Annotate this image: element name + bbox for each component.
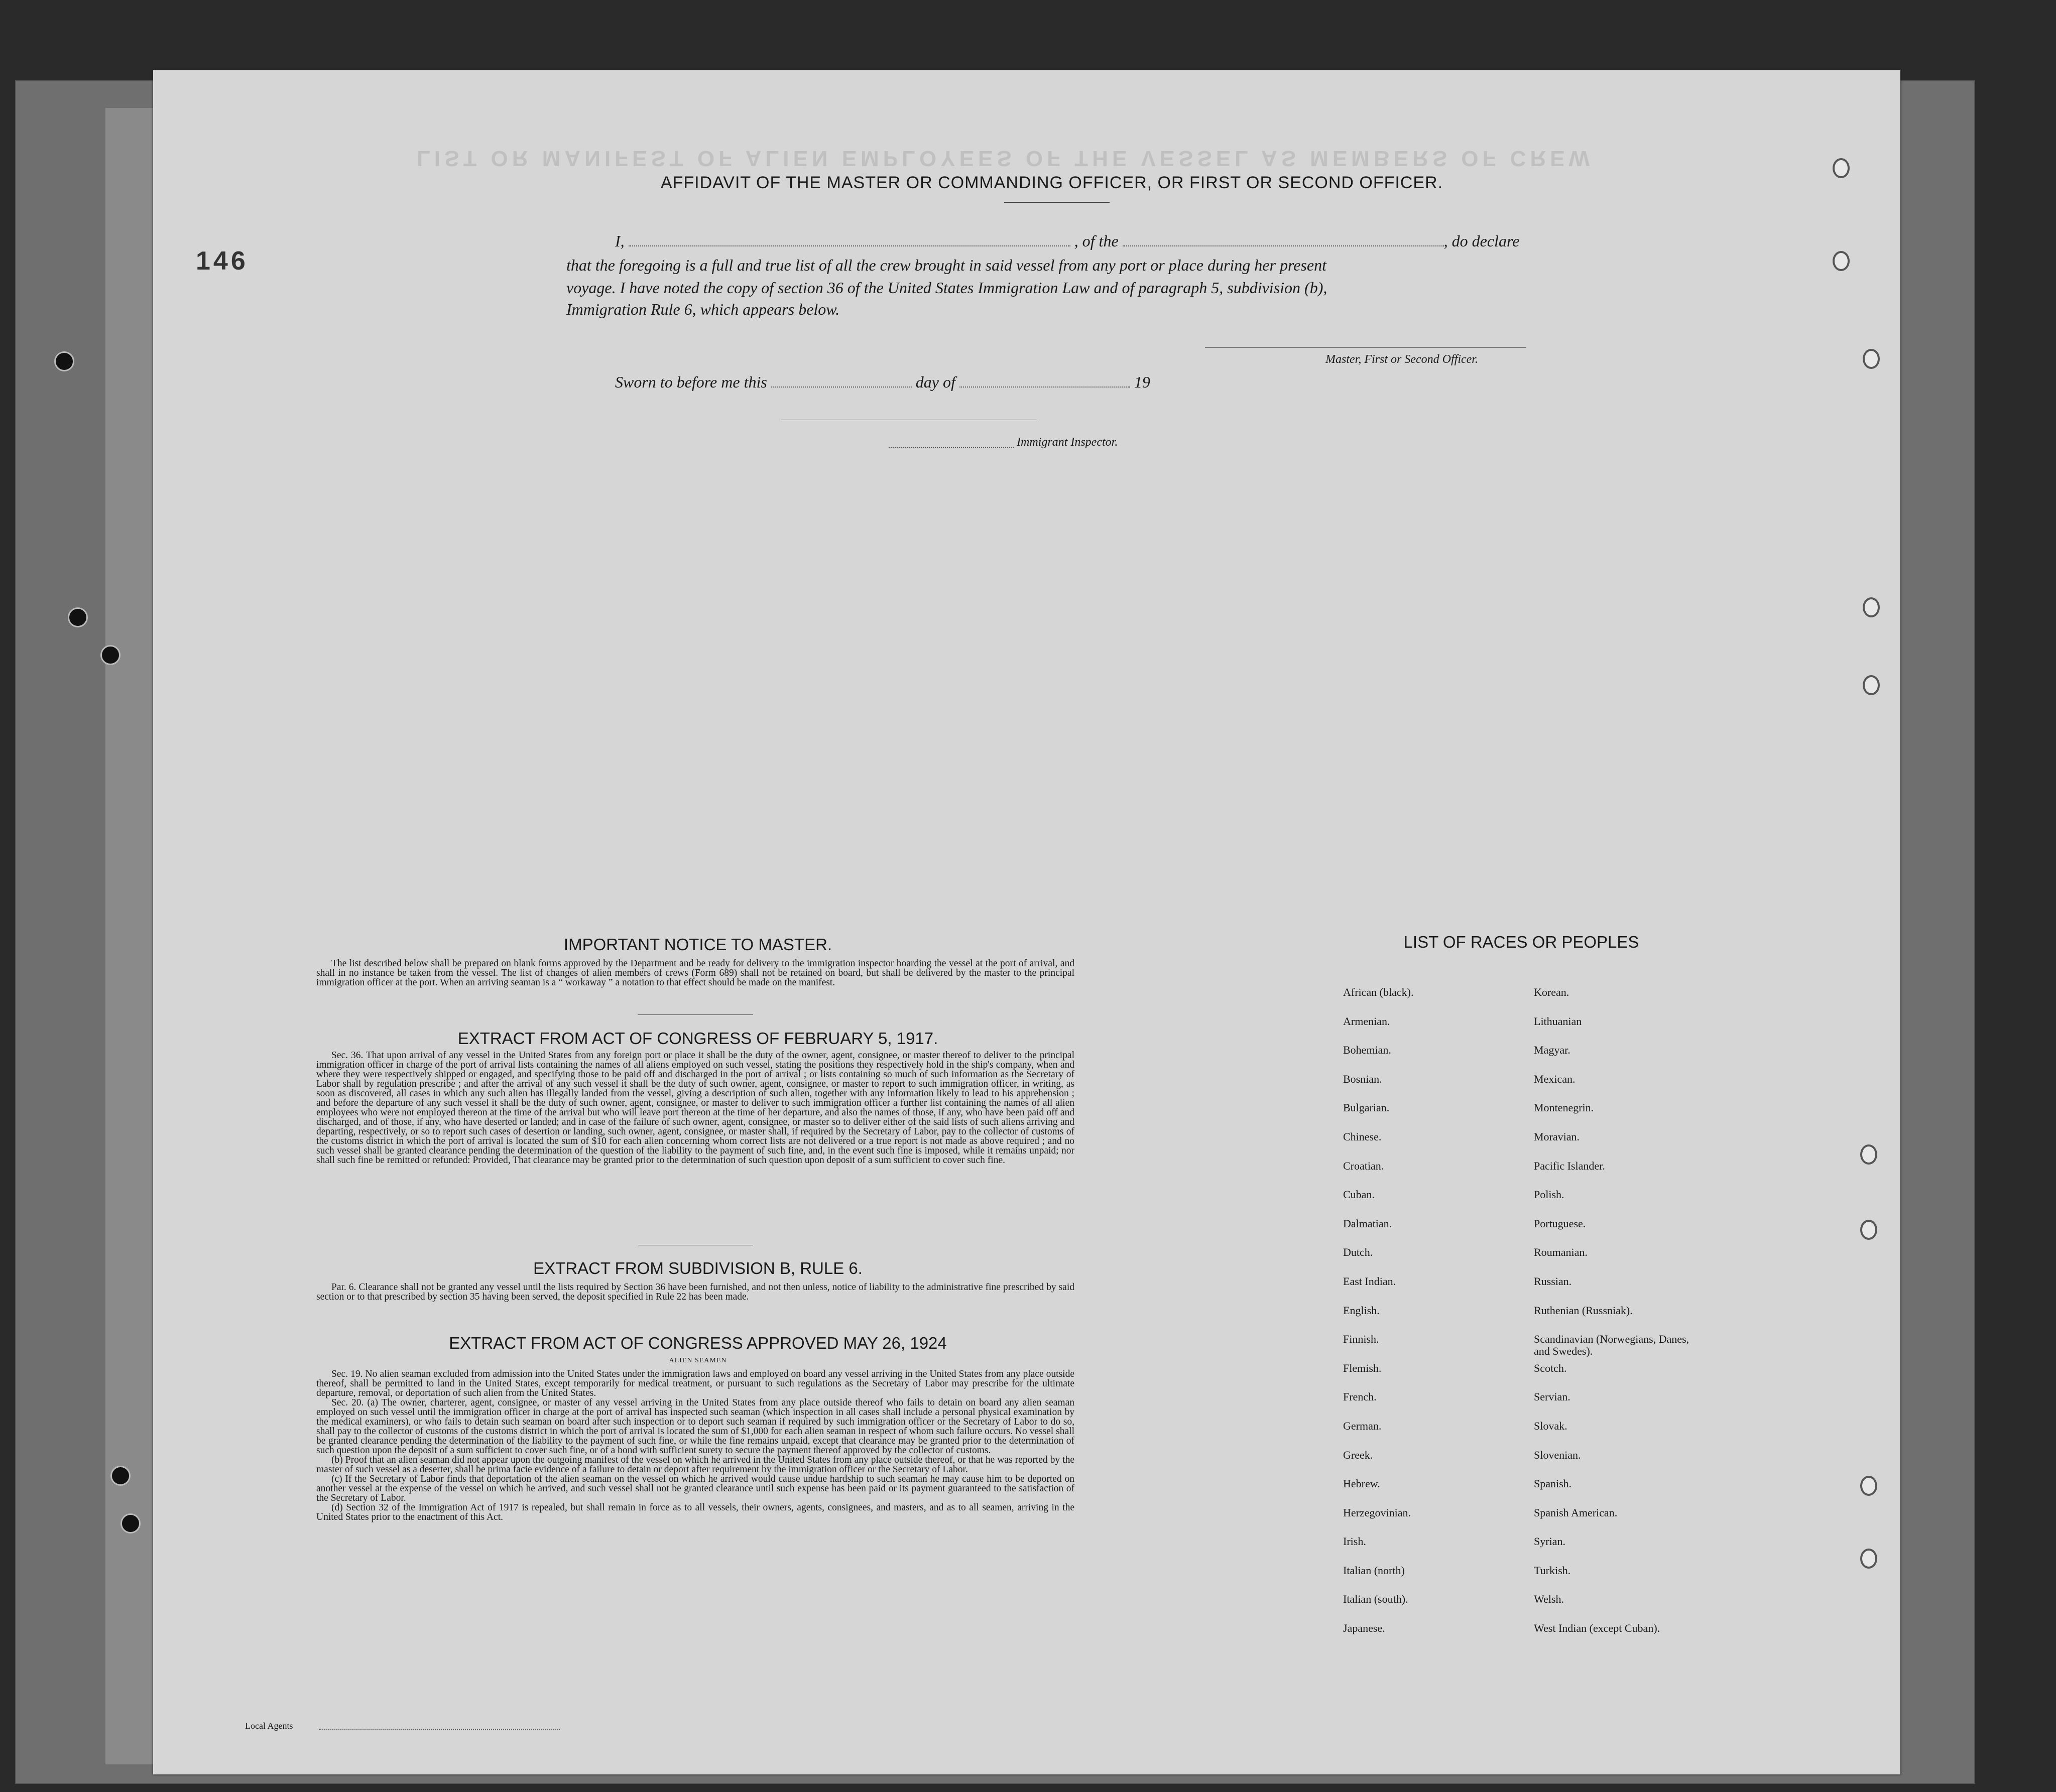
race-item: Montenegrin.	[1534, 1101, 1594, 1114]
sec-20c: (c) If the Secretary of Labor finds that deportation of the alien seaman on the vessel on which he arrived would cause undue hardship to such seaman he may cause him to be deported on another vessel at the expense of the vessel on which he arrived, and such vessel shall not be granted clearance until such expense has been paid or its payment guaranteed to the satisfaction of the Secretary of Labor.	[316, 1474, 1074, 1503]
punch-hole	[1863, 675, 1880, 695]
race-item: Ruthenian (Russniak).	[1534, 1304, 1633, 1317]
race-item: Welsh.	[1534, 1593, 1564, 1606]
extract-rule6-title: EXTRACT FROM SUBDIVISION B, RULE 6.	[533, 1259, 863, 1277]
affidavit-line-2: that the foregoing is a full and true list of all the crew brought in said vessel from any port or place during her present	[566, 256, 1326, 274]
race-item: Magyar.	[1534, 1044, 1570, 1057]
punch-hole	[1860, 1144, 1877, 1165]
sec-20a: Sec. 20. (a) The owner, charterer, agent, consignee, or master of any vessel arriving in the United States from any place outside thereof who fails to detain on board any alien seaman employed on such vessel until the immigration officer in charge at the port of arrival has inspected such seaman (which inspection in all cases shall include a personal physical examination by the medical examiners), or who fails to detain such seaman on board after such inspection or to deport such seaman if required by such immigration officer or the Secretary of Labor to do so, shall pay to the collector of customs of the customs district in which the port of arrival is located the sum of $1,000 for each alien seaman in respect of whom such failure occurs. No vessel shall be granted clearance pending the determination of the liability to the payment of such fine, or while the fine remains unpaid, except that clearance may be granted prior to the determination of such question upon the deposit of a sum sufficient to cover such fine, or of a bond with sufficient surety to secure the payment thereof approved by the collector of customs.	[316, 1397, 1074, 1456]
extract-rule6-body: Par. 6. Clearance shall not be granted any vessel until the lists required by Section 36 have been furnished, and not then unless, notice of liability to the administrative fine prescribed by said section or to that prescribed by section 35 having been served, the deposit specified in Rule 22 has been made.	[316, 1282, 1074, 1302]
race-item: Roumanian.	[1534, 1246, 1588, 1259]
race-item: Bulgarian.	[1343, 1101, 1390, 1114]
race-item: Japanese.	[1343, 1622, 1385, 1635]
race-item: Scotch.	[1534, 1361, 1567, 1374]
race-item: French.	[1343, 1390, 1377, 1403]
race-item: Bohemian.	[1343, 1044, 1391, 1057]
master-signature-line[interactable]	[1205, 347, 1526, 348]
race-item: Slovak.	[1534, 1419, 1567, 1432]
race-item: Spanish.	[1534, 1477, 1572, 1490]
race-item: Italian (north)	[1343, 1564, 1405, 1577]
binder-hole	[68, 607, 88, 627]
race-item: Croatian.	[1343, 1159, 1384, 1172]
race-item: Syrian.	[1534, 1535, 1565, 1548]
affidavit-line-4: Immigration Rule 6, which appears below.	[566, 300, 840, 318]
sec-19: Sec. 19. No alien seaman excluded from admission into the United States under the immigration laws and employed on board any vessel arriving in the United States from any place outside thereof, shall be permitted to land in the United States, except temporarily for medical treatment, or pursuant to such regulations as the Secretary of Labor may prescribe for the ultimate departure, removal, or deportation of such alien from the United States.	[316, 1369, 1074, 1398]
races-right-column	[1534, 986, 1725, 1651]
race-item: Flemish.	[1343, 1361, 1382, 1374]
extract-1924-body	[316, 1369, 1074, 1522]
bleed-through-header: LIST OR MANIFEST OF ALIEN EMPLOYEES OF THE VESSEL AS MEMBERS OF CREW	[417, 146, 1594, 171]
race-item: Dutch.	[1343, 1246, 1373, 1259]
punch-hole	[1863, 349, 1880, 369]
notice-body: The list described below shall be prepared on blank forms approved by the Department and be ready for delivery to the immigration inspector boarding the vessel at the port of arrival, and shall in no instance be taken from the vessel. The list of changes of alien members of crews (Form 689) shall not be retained on board, but shall be delivered by the master to the principal immigration officer at the port. When an arriving seaman is a “ workaway ” a notation to that effect should be made on the manifest.	[316, 958, 1074, 988]
local-agents-label: Local Agents	[245, 1721, 293, 1731]
race-item: Dalmatian.	[1343, 1217, 1392, 1230]
binder-hole	[100, 645, 120, 665]
alien-seamen-subtitle: ALIEN SEAMEN	[669, 1357, 727, 1364]
extract-1917-body: Sec. 36. That upon arrival of any vessel in the United States from any foreign port or place it shall be the duty of the owner, agent, consignee, or master thereof to deliver to the principal immigration officer in charge of the port of arrival lists containing the names of all aliens employed on such vessel, stating the positions they respectively hold in the ship's company, when and where they were respectively shipped or engaged, and specifying those to be paid off and discharged in the port of arrival ; or lists containing so much of such information as the Secretary of Labor shall by regulation prescribe ; and after the arrival of any such vessel it shall be the duty of such owner, agent, consignee, or master to report to such immigration officer, in writing, as soon as discovered, all cases in which any such alien has illegally landed from the vessel, giving a description of such alien, together with any information likely to lead to his apprehension ; and before the departure of any such vessel it shall be the duty of such owner, agent, consignee, or master to deliver to such immigration officer a further list containing the names of all alien employees who were not employed thereon at the time of the arrival but who will leave port thereon at the time of her departure, and also the names of those, if any, who have been paid off and discharged, and of those, if any, who have deserted or landed; and in case of the failure of such owner, agent, consignee, or master so to deliver either of the said lists of such aliens arriving and departing, respectively, or so to report such cases of desertion or landing, such owner, agent, consignee, or master shall, if required by the Secretary of Labor, pay to the collector of customs of the customs district in which the port of arrival is located the sum of $10 for each alien concerning whom correct lists are not delivered or a true report is not made as above required ; and no such vessel shall be granted clearance pending the determination of the question of the liability to the payment of such fine, and, in the event such fine is imposed, while it remains unpaid; nor shall such fine be remitted or refunded: Provided, That clearance may be granted prior to the determination of such question upon deposit of a sum sufficient to cover such fine.	[316, 1050, 1074, 1166]
punch-hole	[1833, 158, 1850, 178]
affidavit-title: AFFIDAVIT OF THE MASTER OR COMMANDING OFFICER, OR FIRST OR SECOND OFFICER.	[660, 173, 1443, 192]
local-agents-dotted-line	[319, 1729, 560, 1730]
race-item: Scandinavian (Norwegians, Danes, and Swedes).	[1534, 1333, 1689, 1358]
race-item: Spanish American.	[1534, 1506, 1618, 1519]
races-title: LIST OF RACES OR PEOPLES	[1403, 933, 1639, 951]
sworn-day-field[interactable]	[771, 387, 912, 388]
day-of-text: day of	[915, 373, 955, 391]
year-prefix: 19	[1134, 373, 1150, 391]
sworn-month-field[interactable]	[959, 387, 1130, 388]
race-item: African (black).	[1343, 986, 1414, 998]
race-item: Servian.	[1534, 1390, 1570, 1403]
sworn-line	[615, 373, 1150, 392]
race-item: Bosnian.	[1343, 1072, 1382, 1085]
race-item: Portuguese.	[1534, 1217, 1586, 1230]
sheet-number-stamp: 146	[196, 246, 249, 276]
race-item: Polish.	[1534, 1188, 1564, 1201]
race-item: Turkish.	[1534, 1564, 1571, 1577]
sec-20b: (b) Proof that an alien seaman did not appear upon the outgoing manifest of the vessel on which he arrived in the United States from any place outside thereof, or that he was reported by the master of such vessel as a deserter, shall be prima facie evidence of a failure to detain or deport after requirement by the immigration officer or the Secretary of Labor.	[316, 1455, 1074, 1475]
race-item: Pacific Islander.	[1534, 1159, 1605, 1172]
binder-hole	[54, 351, 74, 371]
punch-hole	[1863, 597, 1880, 617]
inspector-dotted-line	[889, 447, 1014, 448]
binder-hole	[110, 1466, 131, 1486]
race-item: Armenian.	[1343, 1014, 1390, 1028]
race-item: Hebrew.	[1343, 1477, 1380, 1490]
vessel-name-field[interactable]	[1123, 245, 1444, 246]
race-item: East Indian.	[1343, 1274, 1396, 1288]
races-left-column	[1343, 986, 1514, 1651]
extract-1917-title: EXTRACT FROM ACT OF CONGRESS OF FEBRUARY 5, 1917.	[457, 1029, 938, 1048]
race-item: Moravian.	[1534, 1130, 1580, 1143]
race-item: German.	[1343, 1419, 1382, 1432]
binder-hole	[120, 1513, 141, 1533]
race-item: Greek.	[1343, 1448, 1373, 1461]
race-item: Lithuanian	[1534, 1014, 1582, 1028]
punch-hole	[1833, 251, 1850, 271]
race-item: Chinese.	[1343, 1130, 1382, 1143]
race-item: Herzegovinian.	[1343, 1506, 1411, 1519]
race-item: Korean.	[1534, 986, 1569, 998]
race-item: Italian (south).	[1343, 1593, 1408, 1606]
race-item: Mexican.	[1534, 1072, 1576, 1085]
sworn-text: Sworn to before me this	[615, 373, 767, 391]
affidavit-declare: , do declare	[1443, 232, 1520, 250]
race-item: Cuban.	[1343, 1188, 1375, 1201]
race-item: Irish.	[1343, 1535, 1366, 1548]
affidavit-of-the: , of the	[1074, 232, 1119, 250]
title-underline	[1004, 202, 1110, 203]
punch-hole	[1860, 1549, 1877, 1569]
notice-title: IMPORTANT NOTICE TO MASTER.	[563, 935, 832, 954]
affidavit-i: I,	[615, 232, 625, 250]
extract-1924-title: EXTRACT FROM ACT OF CONGRESS APPROVED MAY 26, 1924	[449, 1334, 947, 1352]
divider	[638, 1014, 753, 1015]
officer-name-field[interactable]	[629, 245, 1070, 246]
affidavit-line-3: voyage. I have noted the copy of section 36 of the United States Immigration Law and of paragraph 5, subdivision (b),	[566, 279, 1327, 297]
master-signature-label: Master, First or Second Officer.	[1325, 353, 1478, 366]
race-item: English.	[1343, 1304, 1380, 1317]
inspector-label: Immigrant Inspector.	[1017, 436, 1118, 449]
punch-hole	[1860, 1220, 1877, 1240]
punch-hole	[1860, 1476, 1877, 1496]
affidavit-line-1	[615, 232, 1519, 250]
race-item: Russian.	[1534, 1274, 1572, 1288]
race-item: Slovenian.	[1534, 1448, 1581, 1461]
race-item: Finnish.	[1343, 1333, 1379, 1346]
sec-20d: (d) Section 32 of the Immigration Act of 1917 is repealed, but shall remain in force as to all vessels, their owners, agents, consignees, and masters, and as to all seamen, arriving in the United States prior to the enactment of this Act.	[316, 1502, 1074, 1522]
race-item: West Indian (except Cuban).	[1534, 1622, 1660, 1635]
